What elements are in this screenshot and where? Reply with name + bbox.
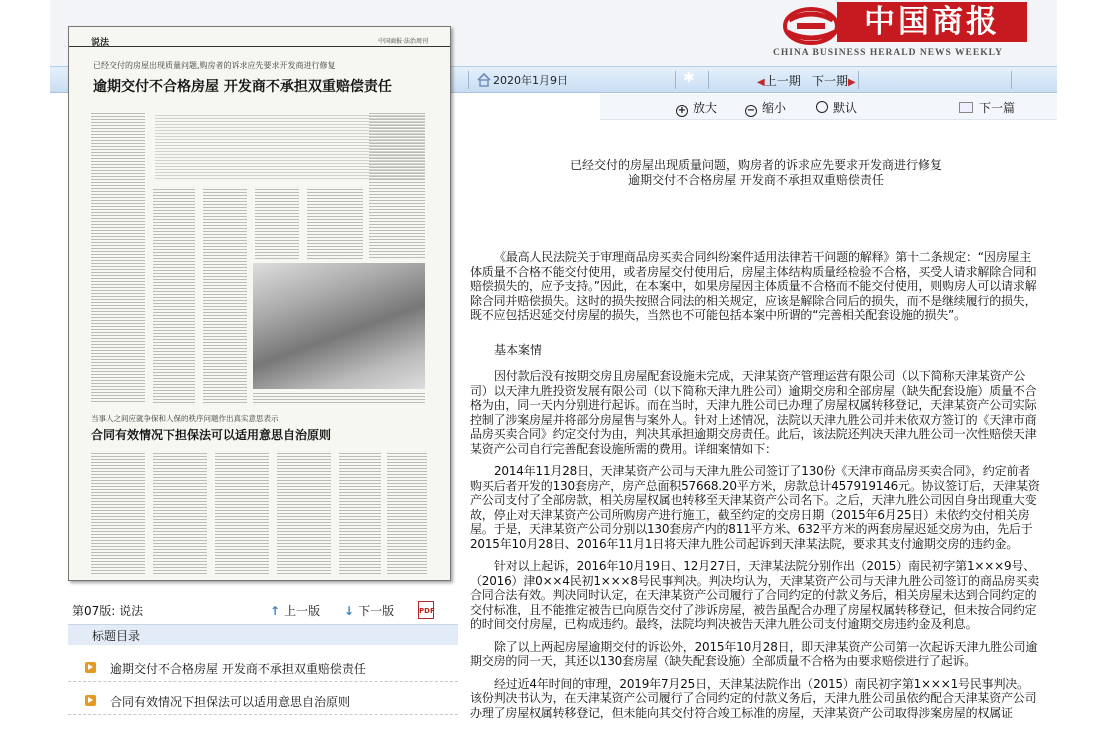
triangle-left-icon: ◀	[757, 77, 765, 88]
pdf-icon[interactable]: PDF	[418, 601, 434, 619]
toc-item[interactable]	[68, 687, 458, 715]
divider	[858, 71, 859, 89]
next-page-button[interactable]	[344, 602, 394, 619]
paper-article1-subtitle[interactable]: 已经交付的房屋出现质量问题,购房者的诉求应先要求开发商进行修复	[93, 61, 336, 70]
article-paragraph: 《最高人民法院关于审理商品房买卖合同纠纷案件适用法律若干问题的解释》第十二条规定：“因房屋主体质量不合格不能交付使用，或者房屋交付使用后，房屋主体结构质量经检验不合格，买受人请求解除合同和赔偿损失的，应予支持。”因此，在本案中，如果房屋因主体质量不合格而不能交付使用，则购房人可以请求解除合同并赔偿损失。这时的损失按照合同法的相关规定，应该是解除合同后的损失，而不是继续履行的损失，既不应包括迟延交付房屋的损失，当然也不可能包括本案中所谓的“完善相关配套设施的损失”。	[470, 250, 1037, 322]
toc-header	[68, 624, 458, 645]
paper-photo-caption	[253, 391, 425, 403]
paper-text-column	[307, 187, 363, 259]
paper-text-column	[215, 451, 269, 575]
divider	[468, 71, 469, 89]
plus-circle-icon: +	[677, 105, 687, 116]
zoom-out-button[interactable]	[745, 99, 786, 117]
minus-circle-icon: −	[746, 105, 756, 116]
article-paragraph: 经过近4年时间的审理，2019年7月25日，天津某法院作出（2015）南民初字第1×××1号民事判决。该份判决书认为，在天津某资产公司履行了合同约定的付款义务后，天津九胜公司虽依约配合天津某资产公司办理了房屋权属转移登记，但未能向其交付符合竣工标准的房屋，天津某资产公司取得涉案房屋的权属证	[470, 676, 1037, 720]
divider	[708, 71, 709, 89]
zoom-in-button[interactable]	[676, 99, 717, 117]
article-paragraph: 因付款后没有按期交房且房屋配套设施未完成，天津某资产管理运营有限公司（以下简称天津某资产公司）以天津九胜投资发展有限公司（以下简称天津九胜公司）逾期交房和全部房屋（缺失配套设施）质量不合格为由，同一天内分别进行起诉。而在当时，天津九胜公司已办理了房屋权属转移登记，天津某资产公司实际控制了涉案房屋并将部分房屋售与案外人。针对上述情况，法院以天津九胜公司并未依双方签订的《天津市商品房买卖合同》约定交付为由，判决其承担逾期交房责任。此后，该法院还判决天津九胜公司一次性赔偿天津某资产公司自行完善配套设施所需的费用。详细案情如下：	[470, 369, 1037, 456]
home-icon[interactable]	[476, 72, 492, 88]
paper-article2-headline[interactable]: 合同有效情况下担保法可以适用意思自治原则	[91, 428, 332, 442]
article-body	[470, 250, 1040, 728]
zoom-default-button[interactable]	[816, 99, 857, 116]
paper-text-column	[153, 187, 195, 403]
next-article-button[interactable]	[959, 99, 1015, 116]
bullet-arrow-icon	[85, 695, 96, 706]
site-logo[interactable]	[773, 0, 1027, 66]
toc-title: 标题目录	[92, 629, 141, 643]
zoom-default-label: 默认	[833, 101, 858, 115]
arrow-up-icon: ↑	[270, 604, 281, 618]
toc-item[interactable]	[68, 654, 458, 682]
paper-masthead: 中国商报·法治周刊	[378, 38, 428, 45]
logo-english-text: CHINA BUSINESS HERALD NEWS WEEKLY	[773, 48, 1003, 58]
toc-item-label: 逾期交付不合格房屋 开发商不承担双重赔偿责任	[110, 662, 366, 676]
paper-text-column	[387, 451, 427, 575]
next-issue-link[interactable]	[812, 72, 856, 89]
paper-text-column	[203, 187, 247, 403]
next-article-label: 下一篇	[979, 101, 1016, 115]
article-paragraph: 除了以上两起房屋逾期交付的诉讼外，2015年10月28日，即天津某资产公司第一次起诉天津九胜公司逾期交房的同一天，其还以130套房屋（缺失配套设施）全部质量不合格为由要求赔偿进行了起诉。	[470, 639, 1038, 668]
article-paragraph: 2014年11月28日，天津某资产公司与天津九胜公司签订了130份《天津市商品房买卖合同》，约定前者购买后者开发的130套房产，房产总面积57668.20平方米，房款总计457919146元。协议签订后，天津某资产公司支付了全部房款，相关房屋权属也转移至天津某资产公司名下。之后，天津九胜公司因自身出现重大变故，停止对天津某资产公司所购房产进行施工，截至约定的交房日期（2015年6月25日）未依约交付相关房屋。于是，天津某资产公司分别以130套房产内的811平方米、632平方米的两套房屋迟延交房为由，先后于2015年10月28日、2016年11月1日将天津九胜公司起诉到天津某法院，要求其支付逾期交房的违约金。	[470, 464, 1040, 551]
title-directory	[68, 624, 458, 731]
bullet-arrow-icon	[85, 662, 96, 673]
zoom-out-label: 缩小	[762, 101, 787, 115]
paper-article2-subtitle[interactable]: 当事人之间应就争保和人保的秩序问题作出真实意思表示	[91, 414, 279, 423]
issue-date: 2020年1月9日	[493, 74, 568, 87]
divider	[675, 71, 676, 89]
article-content	[468, 150, 1044, 731]
paper-text-column	[369, 111, 425, 259]
prev-page-button[interactable]	[270, 602, 320, 619]
divider	[1011, 71, 1012, 89]
article-title: 逾期交付不合格房屋 开发商不承担双重赔偿责任	[628, 173, 884, 187]
circle-icon	[816, 101, 828, 113]
prev-issue-link[interactable]	[757, 72, 801, 89]
article-paragraph: 针对以上起诉，2016年10月19日、12月27日，天津某法院分别作出（2015）南民初字第1×××9号、（2016）津0××4民初1×××8号民事判决。判决均认为，天津某资产公司与天津九胜公司签订的商品房买卖合同合法有效。判决同时认定，在天津某资产公司履行了合同约定的付款义务后，相关房屋未达到合同约定的交付标准，且不能推定被告已向原告交付了涉诉房屋，被告虽配合办理了房屋权属转移登记，但未按合同约定的时间交付房屋，已构成违约。最终，法院均判决被告天津九胜公司支付逾期交房违约金及利息。	[470, 559, 1039, 631]
next-page-label: 下一版	[358, 604, 395, 618]
next-issue-label: 下一期	[812, 74, 849, 88]
asterisk-icon: ✱	[683, 70, 695, 86]
paper-text-column	[91, 111, 145, 403]
zoom-toolbar	[600, 94, 1057, 120]
zoom-in-label: 放大	[693, 101, 718, 115]
toc-item-label: 合同有效情况下担保法可以适用意思自治原则	[110, 695, 351, 709]
prev-page-label: 上一版	[284, 604, 321, 618]
page-navigation	[68, 599, 458, 621]
article-subtitle: 已经交付的房屋出现质量问题，购房者的诉求应先要求开发商进行修复	[569, 158, 942, 172]
paper-text-column	[153, 451, 207, 575]
paper-text-column	[339, 451, 381, 575]
logo-emblem-icon	[777, 4, 839, 48]
paper-text-column	[255, 187, 299, 259]
paper-text-column	[277, 451, 331, 575]
paper-photo	[253, 263, 425, 389]
document-icon	[959, 102, 973, 113]
arrow-down-icon: ↓	[344, 604, 355, 618]
newspaper-page-thumbnail[interactable]	[68, 26, 451, 581]
logo-chinese-text: 中国商报	[837, 2, 1027, 42]
paper-article1-headline[interactable]: 逾期交付不合格房屋 开发商不承担双重赔偿责任	[93, 79, 392, 95]
paper-text-column	[91, 451, 145, 575]
triangle-right-icon: ▶	[848, 77, 856, 88]
paper-section-label: 说法	[91, 38, 110, 48]
page-label: 第07版: 说法	[72, 604, 144, 618]
article-heading: 基本案情	[494, 342, 543, 357]
prev-issue-label: 上一期	[764, 74, 801, 88]
